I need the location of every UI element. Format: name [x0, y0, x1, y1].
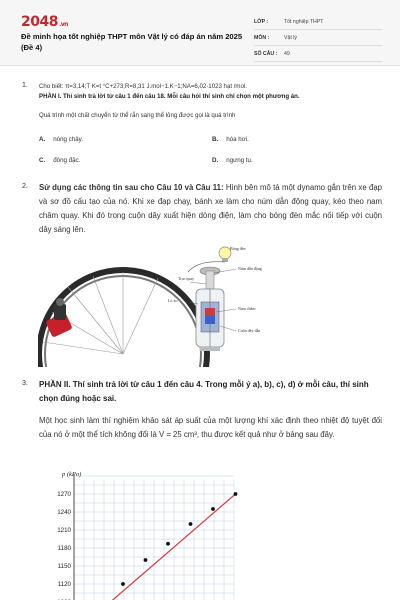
question-number: 2. — [22, 183, 28, 190]
question-3 — [22, 380, 382, 460]
question-text — [39, 181, 382, 237]
pressure-chart — [48, 466, 238, 600]
y-tick-label: 1120 — [57, 581, 71, 588]
part-heading: PHẦN I. Thí sinh trả lời từ câu 1 đến câu 18. Mỗi câu hỏi thí sinh chỉ chọn một phương án. — [39, 93, 300, 100]
part-heading: PHẦN II. Thí sinh trả lời từ câu 1 đến câu 4. Trong mỗi ý a), b), c), d) ở mỗi câu, thí sinh chọn đúng hoặc sai. — [39, 380, 369, 403]
meta-row-subject — [254, 30, 382, 46]
question-passage: Một học sinh làm thí nghiệm khảo sát áp suất của một lượng khí xác định theo nhiệt độ tuyệt đối của nó ở một thể tích không đổi là V = 25 cm³, thu được kết quả như ở bảng sau đây. — [39, 416, 382, 439]
y-tick-label: 1210 — [57, 527, 71, 534]
label-knob: Núm dẫn động — [238, 266, 262, 271]
question-lead: Sử dụng các thông tin sau cho Câu 10 và Câu 11: — [39, 183, 224, 192]
label-axle: Trục quay — [178, 276, 195, 281]
page-header — [0, 0, 400, 66]
chart-ylabel: p (kPa) — [62, 471, 82, 478]
site-logo[interactable]: 2048.vn — [21, 14, 68, 30]
chart-y-ticks — [57, 491, 71, 600]
question-body — [39, 82, 382, 121]
label-coil: Cuộn dây dẫn — [238, 328, 261, 333]
data-point — [144, 558, 148, 562]
dynamo-diagram — [196, 267, 224, 351]
label-magnet: Nam châm — [238, 306, 256, 311]
label-spring: Lò xo — [168, 298, 178, 303]
choice-c[interactable]: C. đông đặc. — [39, 157, 81, 164]
question-body — [39, 378, 382, 442]
data-point — [189, 522, 193, 526]
y-tick-label: 1180 — [57, 545, 71, 552]
data-point — [211, 507, 215, 511]
label-lamp: Bóng đèn — [230, 246, 246, 251]
question-1 — [22, 82, 382, 172]
meta-value: 49 — [284, 50, 290, 57]
meta-row-count — [254, 46, 382, 62]
y-tick-label: 1240 — [57, 509, 71, 516]
choice-a[interactable]: A. nóng chảy. — [39, 136, 84, 143]
data-point — [166, 542, 170, 546]
data-point — [234, 492, 238, 496]
meta-label: SỐ CÂU : — [254, 50, 278, 57]
question-stem: Quá trình một chất chuyển từ thể rắn sang thể lỏng được gọi là quá trình — [39, 112, 236, 119]
question-body — [39, 181, 382, 237]
dynamo-figure — [38, 242, 278, 367]
choice-d[interactable]: D. ngưng tụ. — [212, 157, 253, 164]
choice-b[interactable]: B. hóa hơi. — [212, 136, 249, 143]
meta-label: LỚP : — [254, 18, 269, 25]
constants-given: Cho biết: π=3,14;T K=t °C+273;R=8,31 J.mol−1.K−1;NA=6,02·1023 hạt /mol. — [39, 83, 247, 90]
bicycle-wheel-image — [39, 270, 207, 367]
data-point — [121, 582, 125, 586]
meta-value[interactable]: Vật lý — [284, 34, 297, 41]
meta-table — [254, 14, 382, 62]
question-2 — [22, 183, 382, 243]
question-number: 3. — [22, 380, 28, 387]
y-tick-label: 1270 — [57, 491, 71, 498]
meta-value[interactable]: Tốt nghiệp THPT — [284, 18, 324, 25]
document-title: Đề minh họa tốt nghiệp THPT môn Vật lý có đáp án năm 2025 (Đề 4) — [21, 32, 243, 52]
meta-label: MÔN : — [254, 34, 270, 41]
chart-grid — [74, 474, 234, 600]
question-number: 1. — [22, 82, 28, 89]
y-tick-label: 1150 — [57, 563, 71, 570]
question-passage: Hình bên mô tả một dynamo gắn trên xe đạp và sơ đồ cấu tạo của nó. Khi xe đạp chạy, bánh xe làm cho núm dẫn động quay, kéo theo nam châm quay. Khi đó trong cuộn dây xuất hiện dòng điện, làm cho bóng đèn mắc nối tiếp với cuộn dây sáng lên. — [39, 183, 382, 234]
meta-row-class — [254, 14, 382, 30]
